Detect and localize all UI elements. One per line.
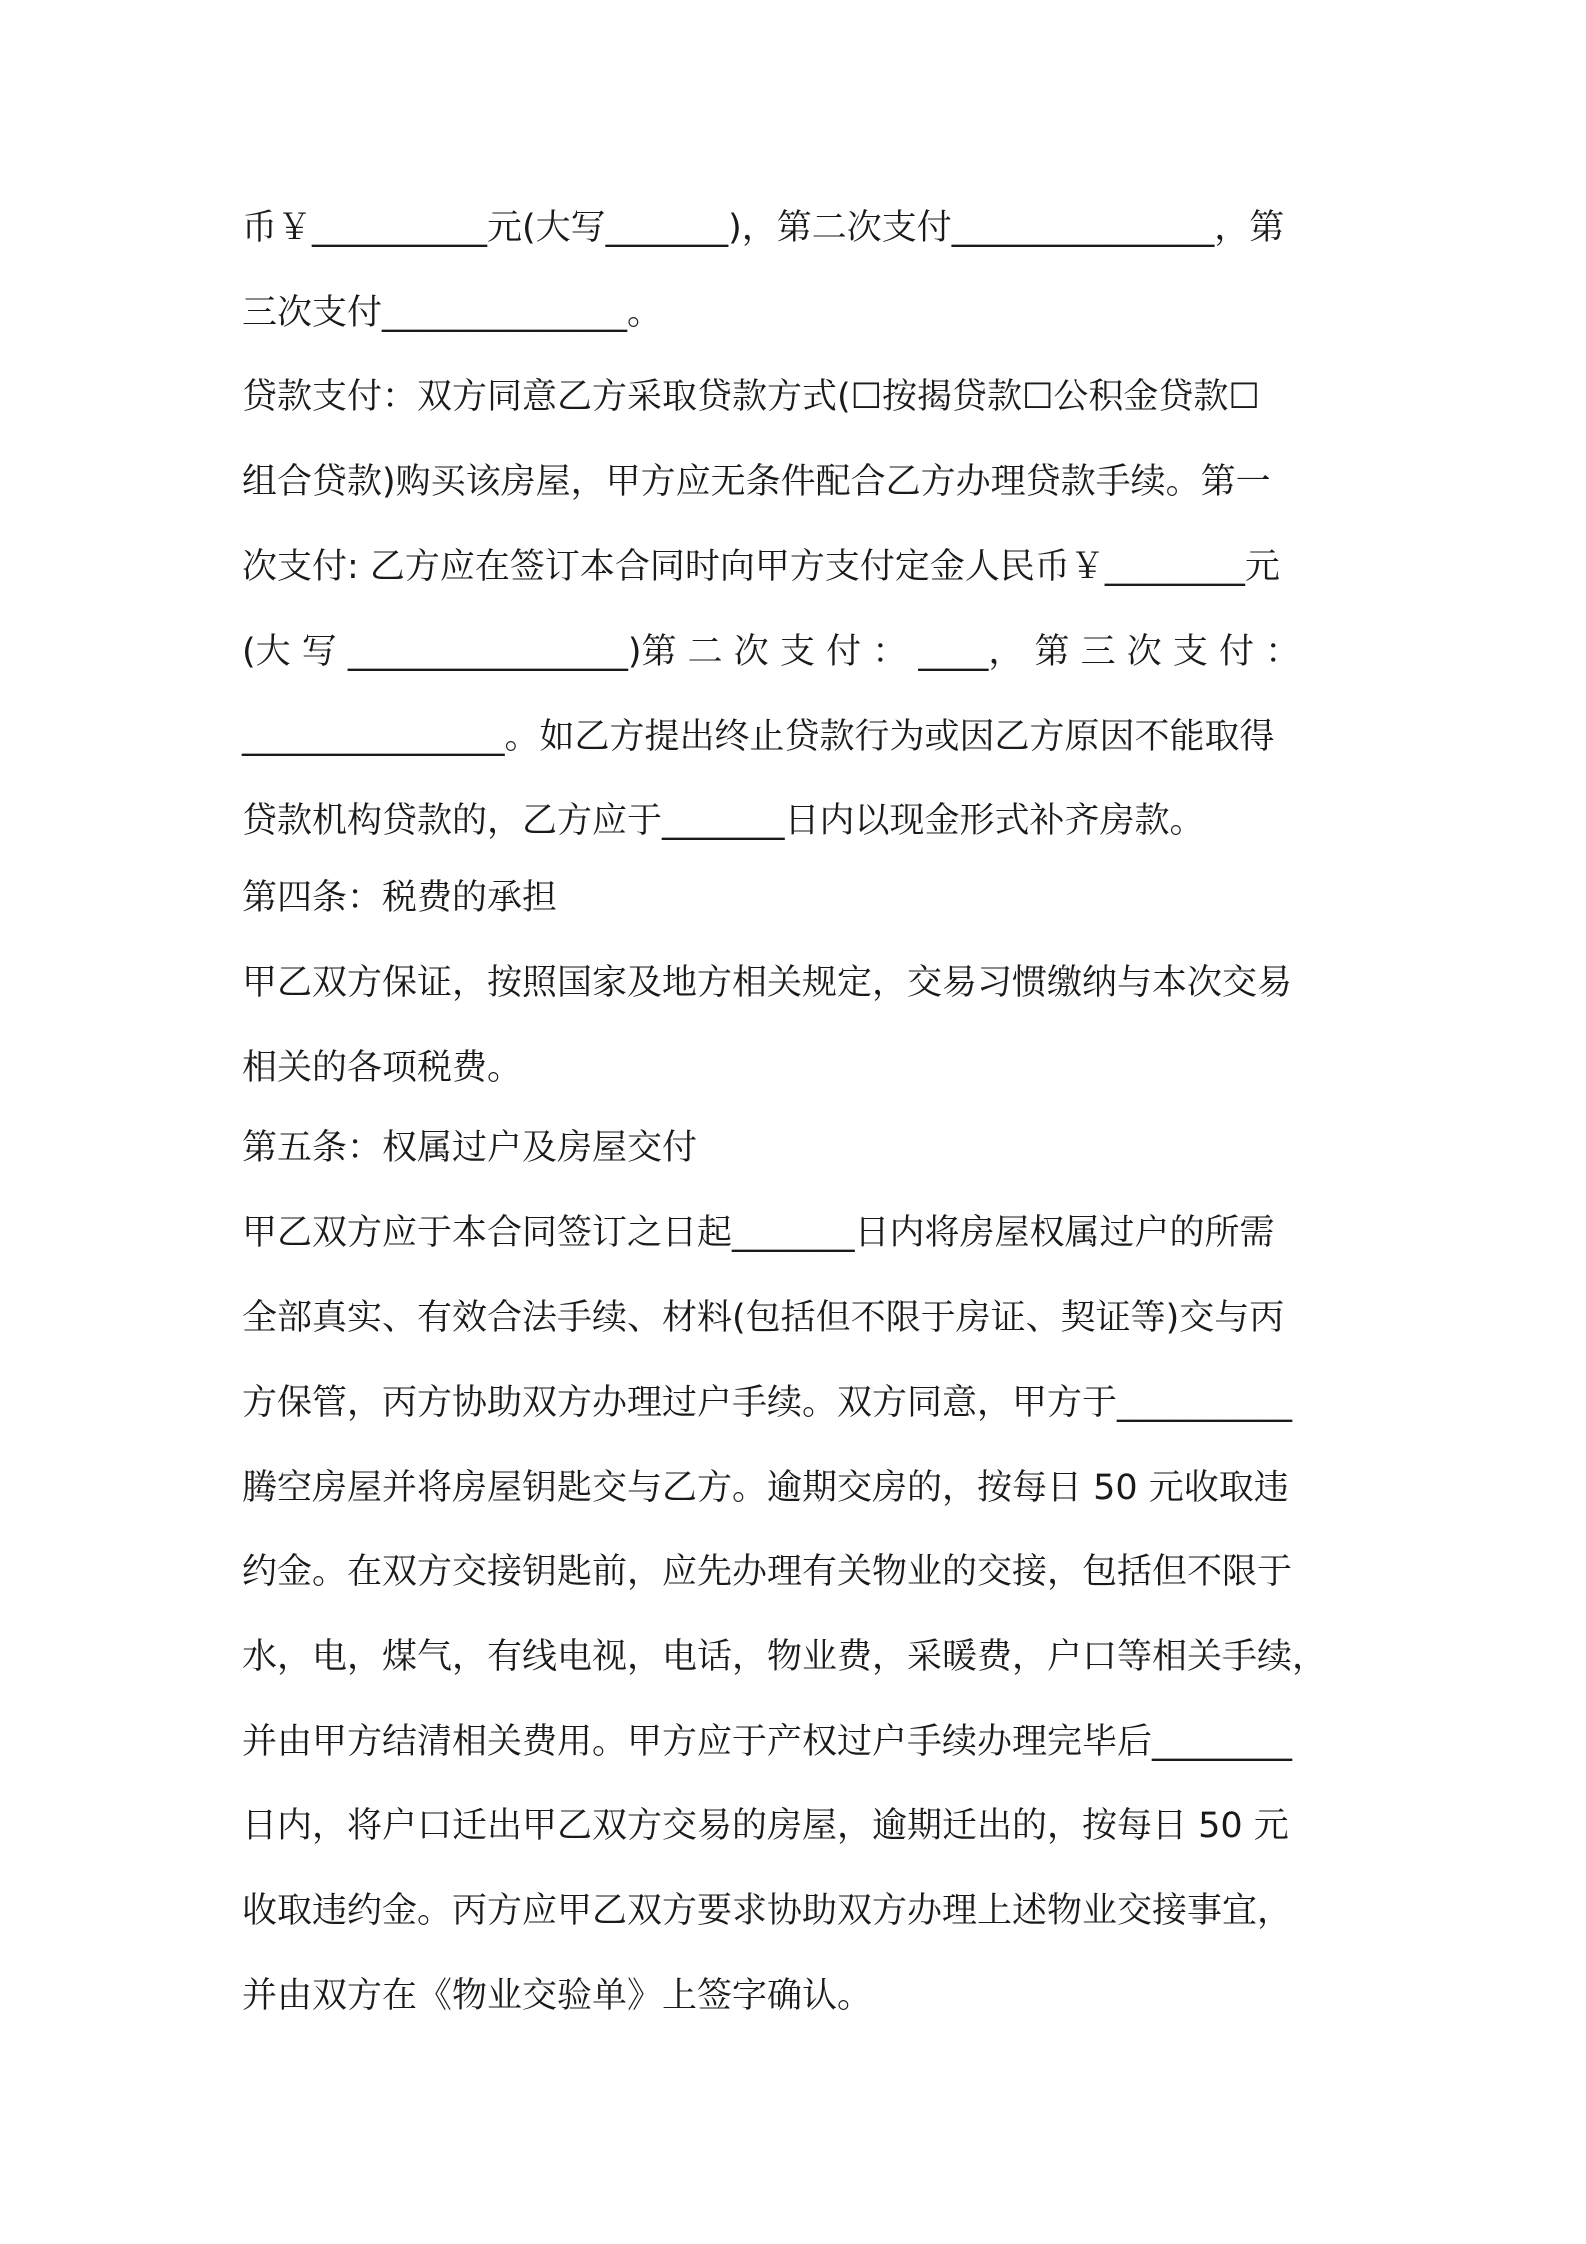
text-line: 甲乙双方应于本合同签订之日起_______日内将房屋权属过户的所需 [242,1213,1275,1253]
text-line: 币￥__________元(大写_______)，第二次支付_______________，第 [242,208,1285,248]
text-line: 并由双方在《物业交验单》上签字确认。 [242,1976,873,2016]
text-line: 组合贷款)购买该房屋，甲方应无条件配合乙方办理贷款手续。第一 [242,462,1271,502]
text-line: 并由甲方结清相关费用。甲方应于产权过户手续办理完毕后________ [242,1722,1293,1762]
text-line: 方保管，丙方协助双方办理过户手续。双方同意，甲方于__________ [242,1383,1293,1423]
section-heading: 第四条：税费的承担 [242,878,558,918]
text-line: 相关的各项税费。 [242,1048,523,1088]
text-line: 甲乙双方保证，按照国家及地方相关规定，交易习惯缴纳与本次交易 [242,963,1293,1003]
text-line: 日内，将户口迁出甲乙双方交易的房屋，逾期迁出的，按每日 50 元 [242,1806,1289,1846]
section-heading: 第五条：权属过户及房屋交付 [242,1128,698,1168]
text-line: 腾空房屋并将房屋钥匙交与乙方。逾期交房的，按每日 50 元收取违 [242,1468,1289,1508]
text-line: 次支付: 乙方应在签订本合同时向甲方支付定金人民币￥________元 [242,547,1280,587]
text-line: 全部真实、有效合法手续、材料(包括但不限于房证、契证等)交与丙 [242,1298,1285,1338]
text-line: 贷款支付：双方同意乙方采取贷款方式(☐按揭贷款☐公积金贷款☐ [242,377,1260,417]
text-line: 水，电，煤气，有线电视，电话，物业费，采暖费，户口等相关手续， [242,1637,1328,1677]
text-line: 贷款机构贷款的，乙方应于_______日内以现金形式补齐房款。 [242,801,1205,841]
text-line: (大 写 ________________)第 二 次 支 付 ： ____， 第 三 次 支 付 ： [242,632,1301,672]
text-line: 约金。在双方交接钥匙前，应先办理有关物业的交接，包括但不限于 [242,1552,1293,1592]
text-line: 三次支付______________。 [242,293,663,333]
text-line: _______________。如乙方提出终止贷款行为或因乙方原因不能取得 [242,717,1275,757]
text-line: 收取违约金。丙方应甲乙双方要求协助双方办理上述物业交接事宜， [242,1891,1293,1931]
